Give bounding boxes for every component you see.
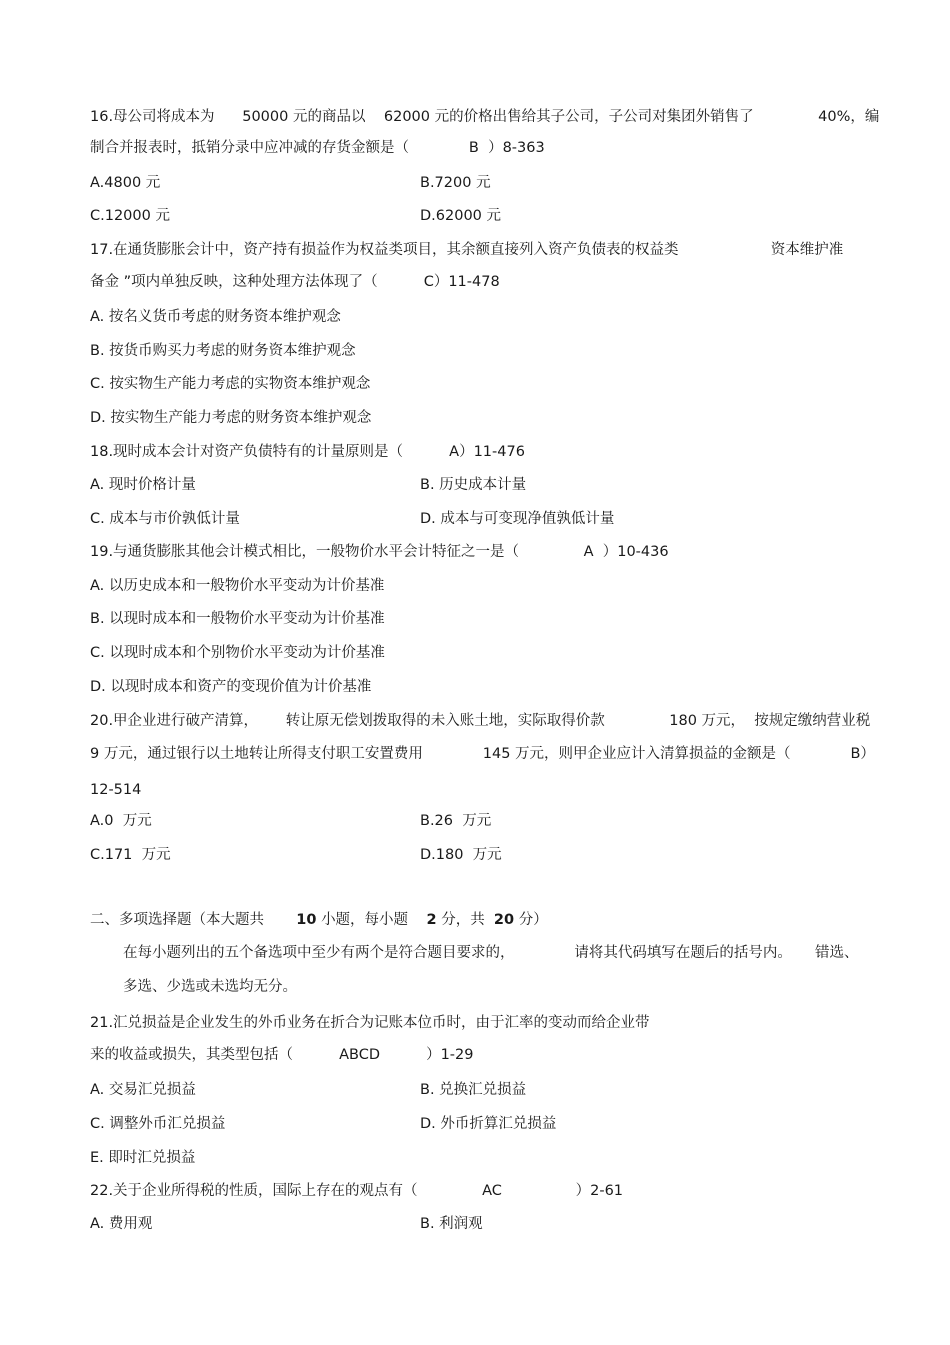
q19-option-a: A. 以历史成本和一般物价水平变动为计价基准 (90, 578, 385, 594)
q18-option-d: D. 成本与可变现净值孰低计量 (420, 511, 615, 527)
q20-option-d: D.180 万元 (420, 847, 502, 863)
q21-option-d: D. 外币折算汇兑损益 (420, 1116, 557, 1132)
q20-stem-line2: 9 万元，通过银行以土地转让所得支付职工安置费用 145 万元，则甲企业应计入清算损益的金额是（ B） (90, 746, 875, 762)
q19-option-b: B. 以现时成本和一般物价水平变动为计价基准 (90, 611, 385, 627)
section2-heading-mid1: 小题，每小题 (321, 912, 409, 928)
q22-stem-line1: 22.关于企业所得税的性质，国际上存在的观点有（ AC ）2-61 (90, 1183, 624, 1199)
q18-option-b: B. 历史成本计量 (420, 477, 527, 493)
q18-option-a: A. 现时价格计量 (90, 477, 196, 493)
q16-option-c: C.12000 元 (90, 208, 170, 224)
q21-option-e: E. 即时汇兑损益 (90, 1150, 196, 1166)
q21-option-c: C. 调整外币汇兑损益 (90, 1116, 226, 1132)
q21-option-a: A. 交易汇兑损益 (90, 1082, 196, 1098)
q16-stem-line1: 16.母公司将成本为 50000 元的商品以 62000 元的价格出售给其子公司，子公司对集团外销售了 40%，编 (90, 109, 880, 125)
q19-option-c: C. 以现时成本和个别物价水平变动为计价基准 (90, 645, 385, 661)
q19-option-d: D. 以现时成本和资产的变现价值为计价基准 (90, 679, 372, 695)
q18-stem-line1: 18.现时成本会计对资产负债特有的计量原则是（ A）11-476 (90, 444, 525, 460)
q16-option-a: A.4800 元 (90, 175, 161, 191)
section2-question-count: 10 (296, 912, 317, 928)
q17-stem-line2: 备金 ”项内单独反映，这种处理方法体现了（ C）11-478 (90, 274, 500, 290)
section2-instruction-line2: 多选、少选或未选均无分。 (123, 979, 297, 995)
section2-heading-mid2: 分，共 (441, 912, 485, 928)
section2-points-each: 2 (426, 912, 437, 928)
q20-stem-line3: 12-514 (90, 782, 142, 798)
q21-stem-line2: 来的收益或损失，其类型包括（ ABCD ）1-29 (90, 1047, 474, 1063)
section2-heading-pre: 二、多项选择题（本大题共 (90, 912, 264, 928)
q22-option-b: B. 利润观 (420, 1216, 483, 1232)
q20-option-c: C.171 万元 (90, 847, 171, 863)
section2-points-total: 20 (493, 912, 515, 928)
q19-stem-line1: 19.与通货膨胀其他会计模式相比，一般物价水平会计特征之一是（ A ）10-436 (90, 544, 669, 560)
q17-option-c: C. 按实物生产能力考虑的实物资本维护观念 (90, 376, 371, 392)
q20-option-a: A.0 万元 (90, 813, 152, 829)
q20-option-b: B.26 万元 (420, 813, 492, 829)
q16-option-b: B.7200 元 (420, 175, 491, 191)
q16-option-d: D.62000 元 (420, 208, 502, 224)
q22-option-a: A. 费用观 (90, 1216, 153, 1232)
q17-stem-line1: 17.在通货膨胀会计中，资产持有损益作为权益类项目，其余额直接列入资产负债表的权益类 资本维护准 (90, 242, 844, 258)
q18-option-c: C. 成本与市价孰低计量 (90, 511, 240, 527)
q16-stem-line2: 制合并报表时，抵销分录中应冲减的存货金额是（ B ）8-363 (90, 140, 545, 156)
section2-instruction-line1: 在每小题列出的五个备选项中至少有两个是符合题目要求的， 请将其代码填写在题后的括号内。 错选、 (123, 945, 859, 961)
q21-stem-line1: 21.汇兑损益是企业发生的外币业务在折合为记账本位币时，由于汇率的变动而给企业带 (90, 1015, 650, 1031)
q21-option-b: B. 兑换汇兑损益 (420, 1082, 527, 1098)
q17-option-d: D. 按实物生产能力考虑的财务资本维护观念 (90, 410, 372, 426)
section2-heading (90, 910, 548, 930)
q20-stem-line1: 20.甲企业进行破产清算， 转让原无偿划拨取得的未入账土地，实际取得价款 180 万元， 按规定缴纳营业税 (90, 713, 871, 729)
q17-option-a: A. 按名义货币考虑的财务资本维护观念 (90, 309, 341, 325)
section2-heading-post: 分） (518, 912, 548, 928)
q17-option-b: B. 按货币购买力考虑的财务资本维护观念 (90, 343, 356, 359)
